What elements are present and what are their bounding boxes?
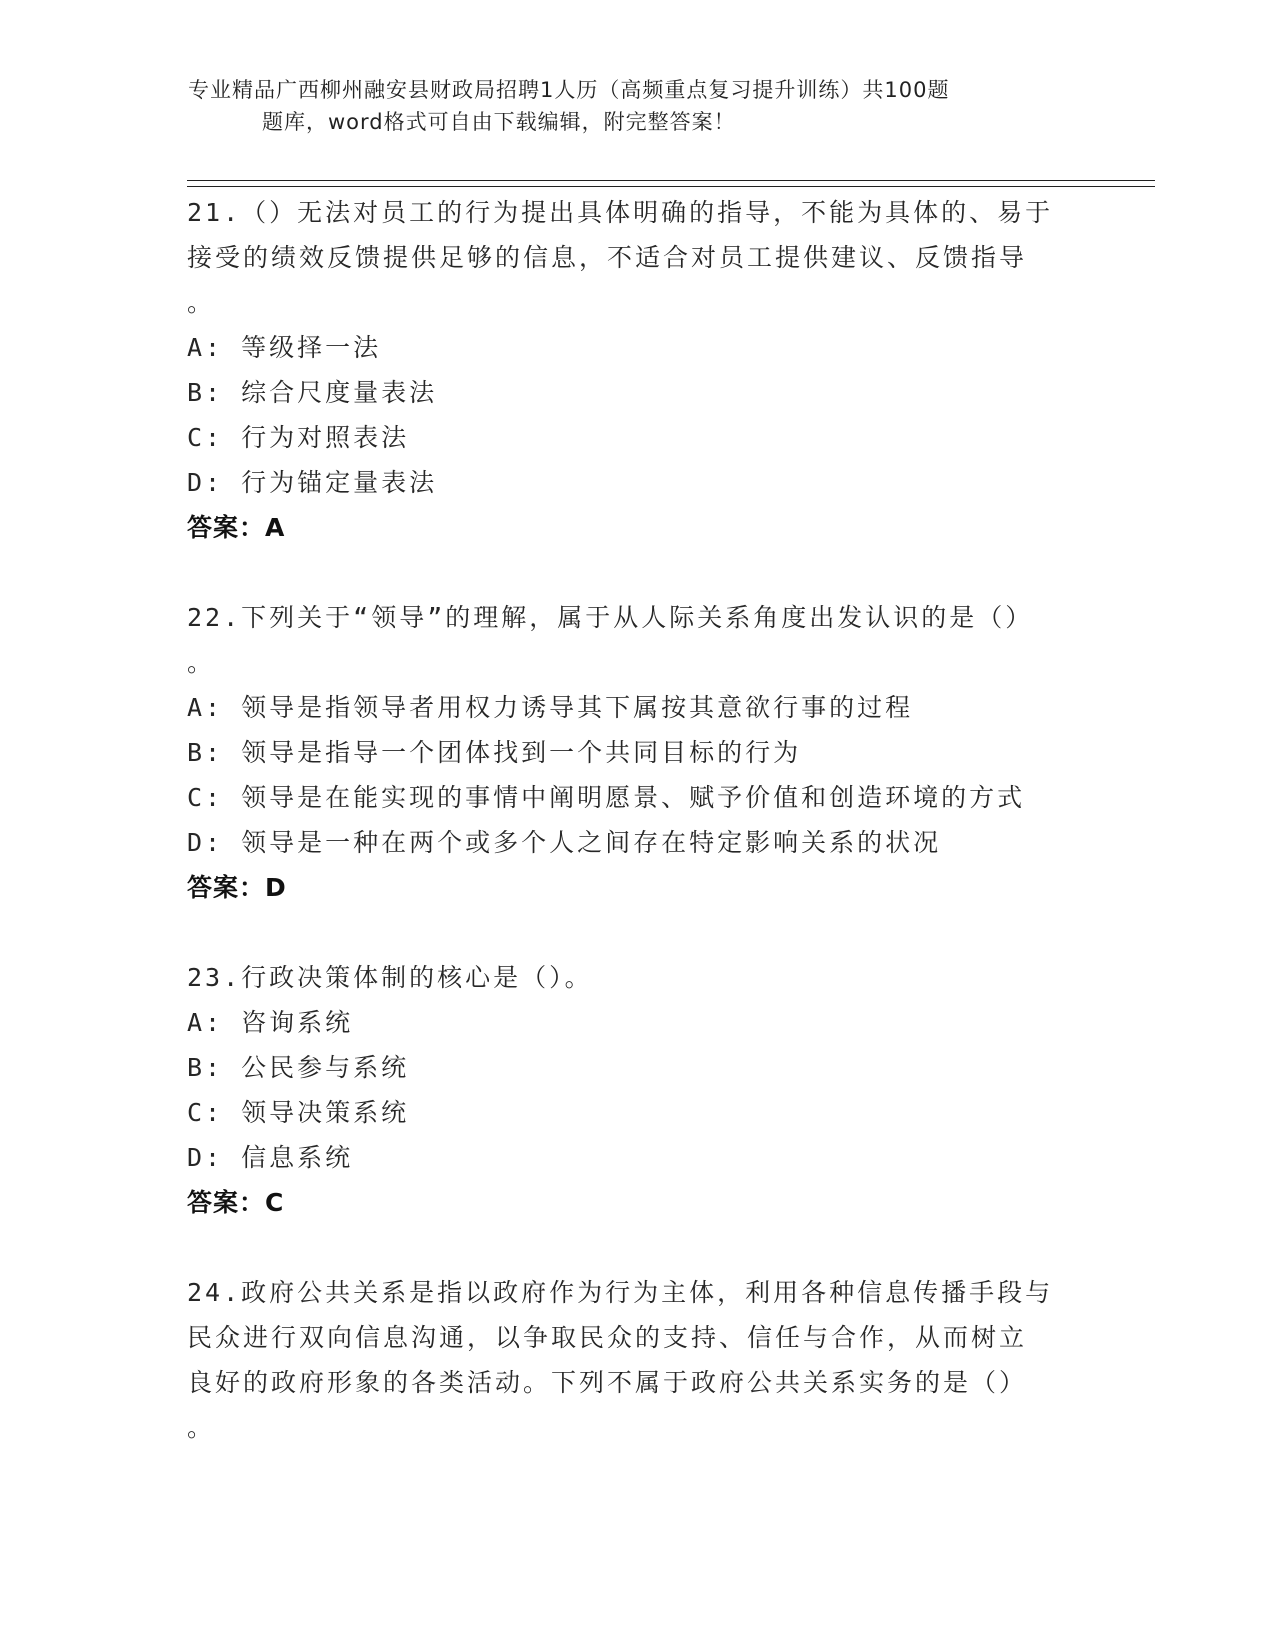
option-b: B: 领导是指导一个团体找到一个共同目标的行为 (187, 738, 802, 767)
option-d: D: 行为锚定量表法 (187, 468, 438, 497)
option-b: B: 公民参与系统 (187, 1053, 410, 1082)
header-line-2: 题库，word格式可自由下载编辑，附完整答案！ (262, 110, 736, 134)
option-a: A: 领导是指领导者用权力诱导其下属按其意欲行事的过程 (187, 693, 914, 722)
question-stem-line: 民众进行双向信息沟通，以争取民众的支持、信任与合作，从而树立 (187, 1323, 1028, 1352)
option-c: C: 行为对照表法 (187, 423, 410, 452)
option-b: B: 综合尺度量表法 (187, 378, 438, 407)
question-spacer (187, 1225, 1107, 1270)
answer-label: 答案：D (187, 873, 287, 902)
header-rule-thin (187, 186, 1155, 187)
option-c: C: 领导是在能实现的事情中阐明愿景、赋予价值和创造环境的方式 (187, 783, 1026, 812)
question-spacer (187, 550, 1107, 595)
question-stem-line: 22.下列关于“领导”的理解，属于从人际关系角度出发认识的是（） (187, 603, 1034, 632)
option-d: D: 信息系统 (187, 1143, 354, 1172)
answer-label: 答案：C (187, 1188, 285, 1217)
option-d: D: 领导是一种在两个或多个人之间存在特定影响关系的状况 (187, 828, 942, 857)
question-spacer (187, 910, 1107, 955)
option-a: A: 咨询系统 (187, 1008, 354, 1037)
header-line-1: 专业精品广西柳州融安县财政局招聘1人历（高频重点复习提升训练）共100题 (188, 78, 950, 102)
document-header (188, 74, 1088, 138)
header-rule-thick (187, 180, 1155, 181)
question-stem-line: 23.行政决策体制的核心是（）。 (187, 963, 593, 992)
question-stem-line: 。 (187, 1413, 216, 1442)
option-c: C: 领导决策系统 (187, 1098, 410, 1127)
question-21 (187, 190, 1107, 550)
answer-label: 答案：A (187, 513, 286, 542)
question-stem-line: 21.（）无法对员工的行为提出具体明确的指导，不能为具体的、易于 (187, 198, 1054, 227)
question-list (187, 190, 1107, 1450)
question-stem-line: 。 (187, 648, 216, 677)
question-23 (187, 955, 1107, 1225)
question-stem-line: 接受的绩效反馈提供足够的信息，不适合对员工提供建议、反馈指导 (187, 243, 1028, 272)
question-stem-line: 24.政府公共关系是指以政府作为行为主体，利用各种信息传播手段与 (187, 1278, 1054, 1307)
option-a: A: 等级择一法 (187, 333, 382, 362)
question-22 (187, 595, 1107, 910)
question-stem-line: 良好的政府形象的各类活动。下列不属于政府公共关系实务的是（） (187, 1368, 1028, 1397)
question-24 (187, 1270, 1107, 1450)
question-stem-line: 。 (187, 288, 216, 317)
